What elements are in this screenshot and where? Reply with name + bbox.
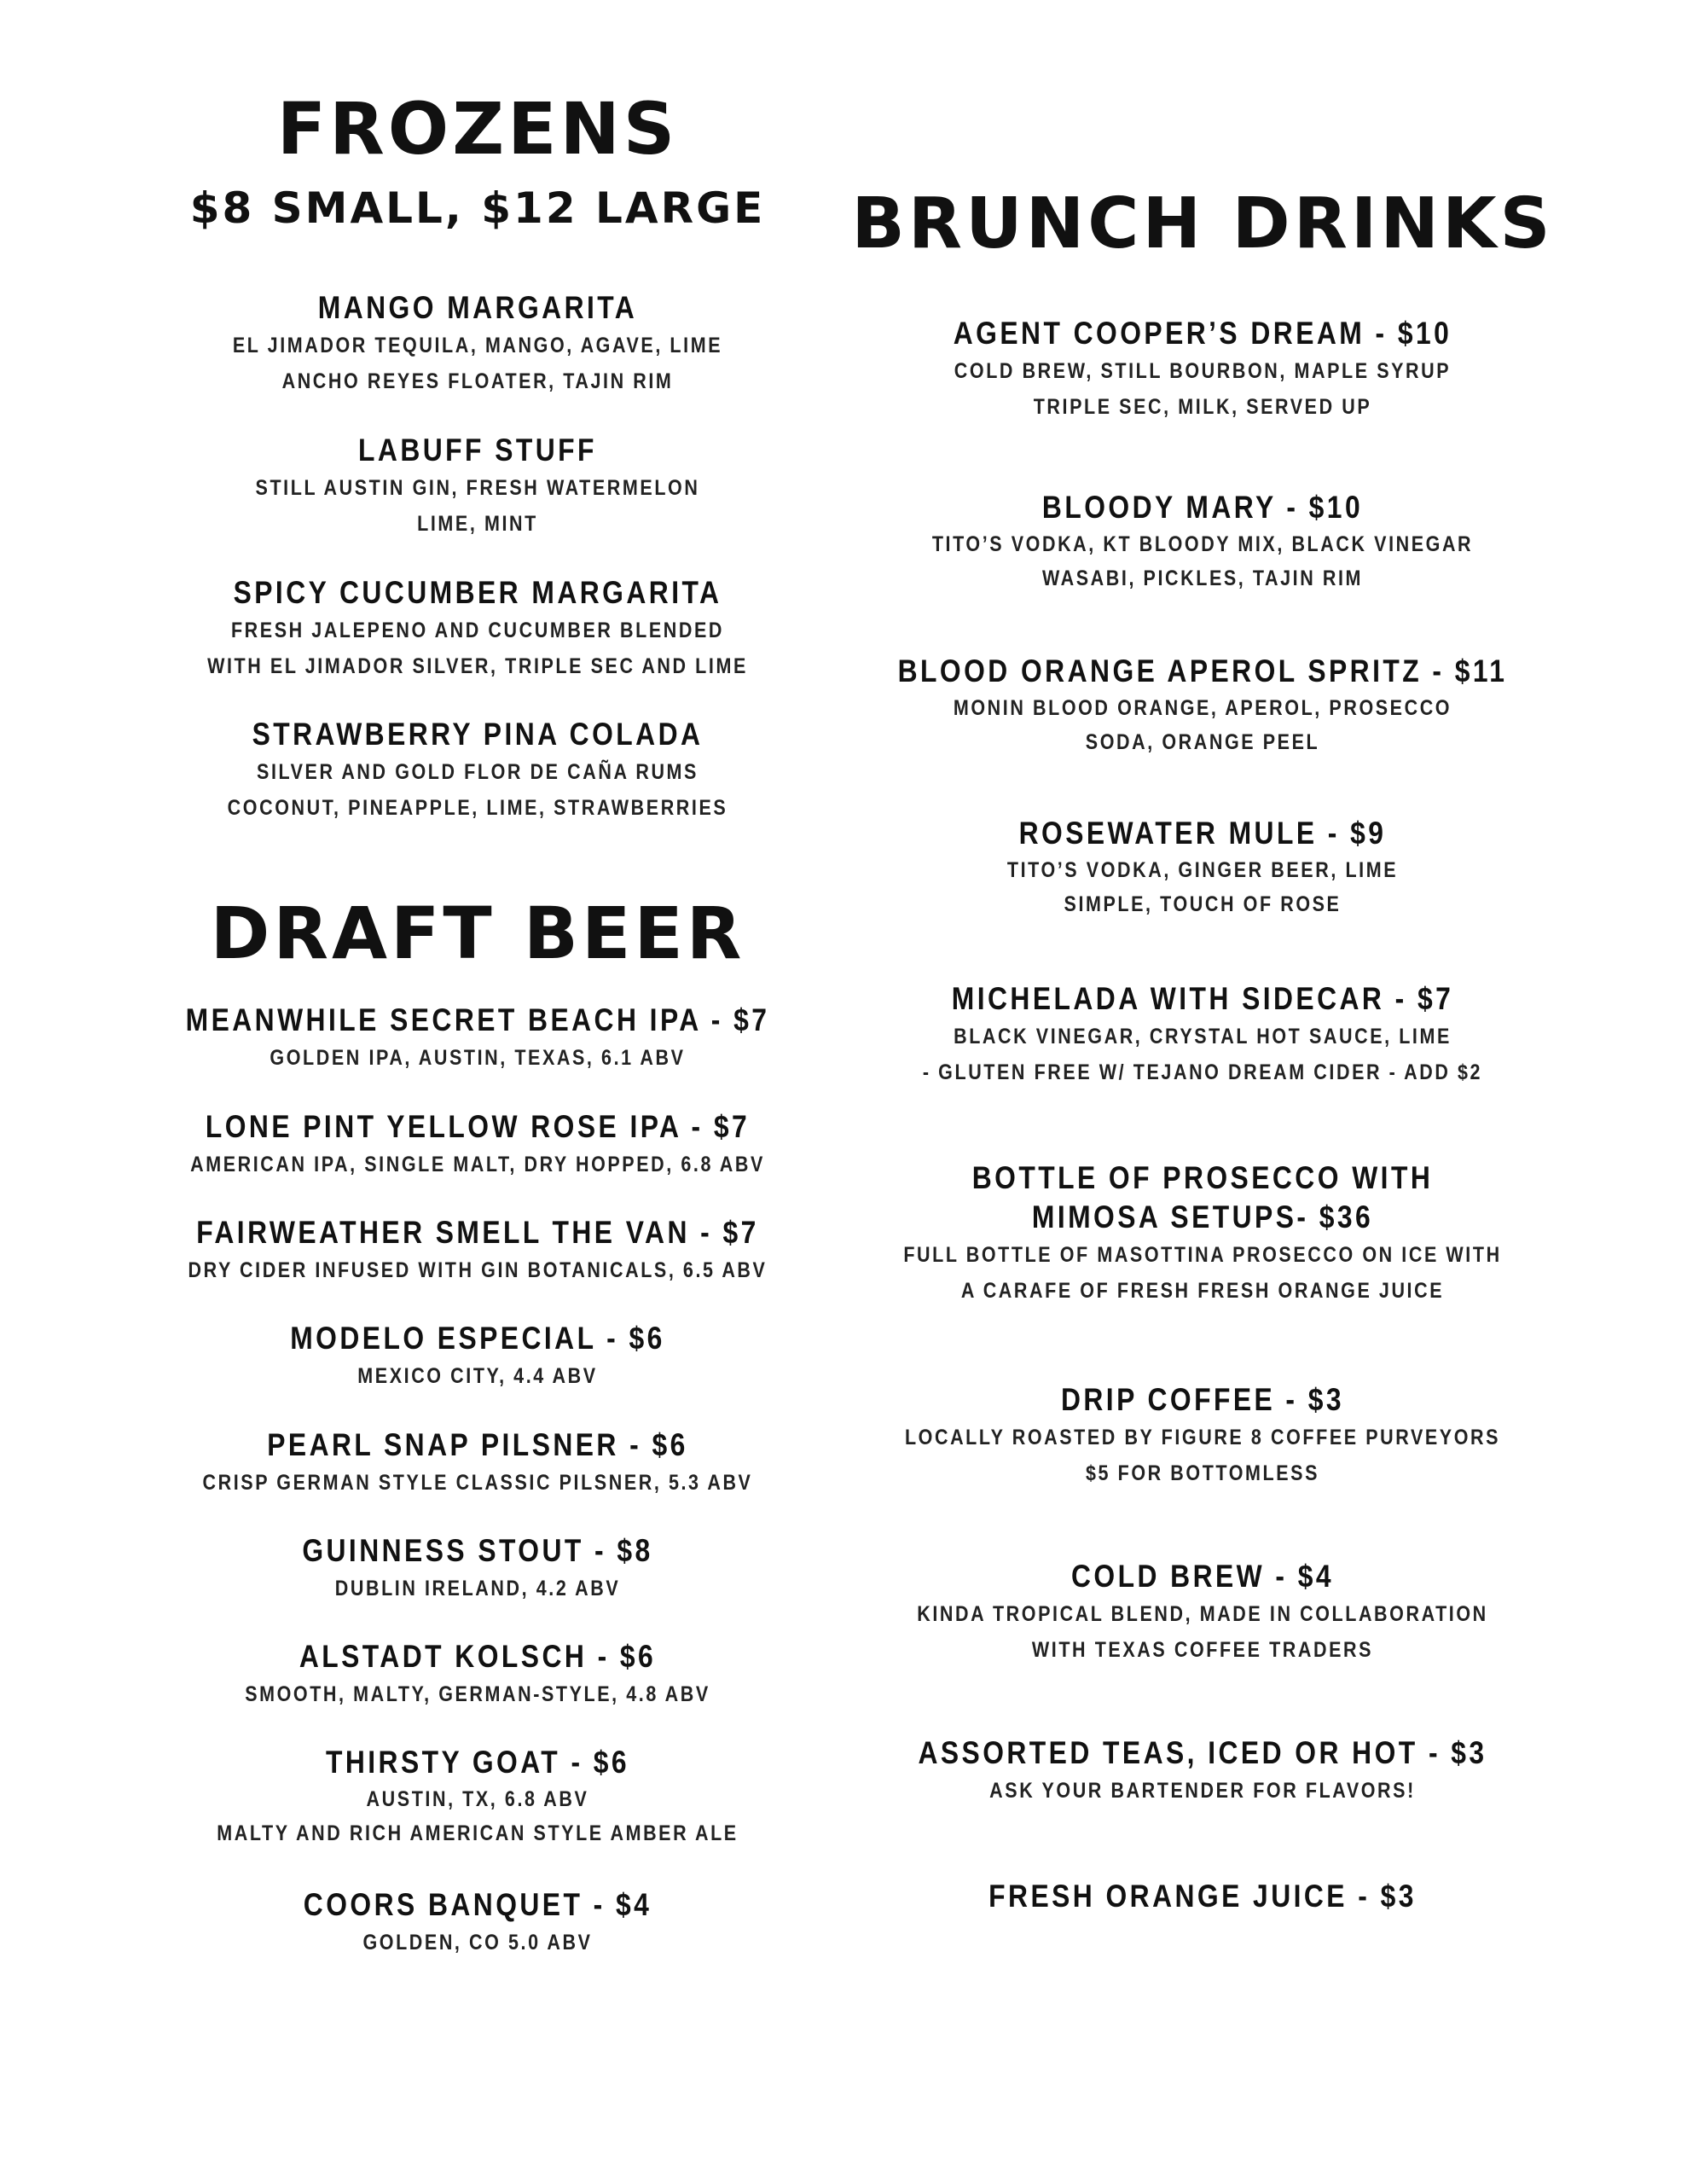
item-name: AGENT COOPER’S DREAM - $10 — [953, 316, 1452, 351]
item-desc: - GLUTEN FREE W/ TEJANO DREAM CIDER - ADD $2 — [922, 1060, 1483, 1084]
item-desc: TITO’S VODKA, GINGER BEER, LIME — [1006, 858, 1399, 882]
brunch-item-aperol-spritz — [840, 652, 1565, 759]
item-desc: BLACK VINEGAR, CRYSTAL HOT SAUCE, LIME — [954, 1025, 1452, 1048]
item-name: COLD BREW - $4 — [1070, 1559, 1335, 1594]
frozens-item-spicy-cucumber-margarita — [119, 573, 836, 684]
item-desc: $5 FOR BOTTOMLESS — [1085, 1461, 1320, 1485]
brunch-item-assorted-teas — [840, 1734, 1565, 1809]
item-name: MICHELADA WITH SIDECAR - $7 — [951, 981, 1454, 1016]
item-name: DRIP COFFEE - $3 — [1060, 1382, 1345, 1417]
item-desc: DUBLIN IRELAND, 4.2 ABV — [334, 1577, 621, 1600]
item-desc: SILVER AND GOLD FLOR DE CAÑA RUMS — [257, 760, 699, 784]
brunch-item-drip-coffee — [840, 1380, 1565, 1491]
item-desc: WITH EL JIMADOR SILVER, TRIPLE SEC AND LIME — [207, 654, 748, 678]
item-name: COORS BANQUET - $4 — [303, 1887, 652, 1922]
item-name: LABUFF STUFF — [358, 433, 597, 468]
item-name: ASSORTED TEAS, ICED OR HOT - $3 — [918, 1735, 1487, 1770]
frozens-pricing: $8 SMALL, $12 LARGE — [189, 183, 766, 233]
beer-item-yellow-rose-ipa — [119, 1107, 836, 1182]
item-desc: DRY CIDER INFUSED WITH GIN BOTANICALS, 6.5 ABV — [188, 1258, 768, 1282]
item-desc: TITO’S VODKA, KT BLOODY MIX, BLACK VINEGAR — [931, 532, 1474, 556]
brunch-item-prosecco-bottle — [840, 1159, 1565, 1309]
beer-item-alstadt-kolsch — [119, 1637, 836, 1712]
item-desc: TRIPLE SEC, MILK, SERVED UP — [1033, 395, 1372, 419]
beer-item-guinness-stout — [119, 1531, 836, 1606]
item-name: MANGO MARGARITA — [317, 290, 638, 325]
draft-beer-heading: DRAFT BEER — [210, 892, 745, 975]
item-desc: WASABI, PICKLES, TAJIN RIM — [1041, 566, 1364, 590]
beer-item-secret-beach-ipa — [119, 1001, 836, 1076]
item-name: THIRSTY GOAT - $6 — [325, 1745, 630, 1780]
frozens-item-strawberry-pina-colada — [119, 715, 836, 826]
item-desc: LIME, MINT — [417, 512, 538, 536]
item-name: FRESH ORANGE JUICE - $3 — [988, 1879, 1417, 1914]
item-name: BLOODY MARY - $10 — [1041, 490, 1364, 525]
item-name: FAIRWEATHER SMELL THE VAN - $7 — [196, 1215, 759, 1250]
item-desc: GOLDEN IPA, AUSTIN, TEXAS, 6.1 ABV — [270, 1046, 686, 1070]
item-desc: MALTY AND RICH AMERICAN STYLE AMBER ALE — [217, 1821, 739, 1845]
brunch-item-michelada — [840, 979, 1565, 1090]
item-name: BLOOD ORANGE APEROL SPRITZ - $11 — [897, 653, 1508, 688]
beer-item-modelo-especial — [119, 1319, 836, 1394]
item-desc: FRESH JALEPENO AND CUCUMBER BLENDED — [230, 619, 725, 642]
item-name: STRAWBERRY PINA COLADA — [252, 717, 704, 752]
item-desc: COLD BREW, STILL BOURBON, MAPLE SYRUP — [954, 359, 1452, 383]
item-name: PEARL SNAP PILSNER - $6 — [267, 1427, 688, 1462]
brunch-item-cold-brew — [840, 1557, 1565, 1668]
item-desc: SMOOTH, MALTY, GERMAN-STYLE, 4.8 ABV — [245, 1682, 710, 1706]
item-desc: COCONUT, PINEAPPLE, LIME, STRAWBERRIES — [227, 796, 728, 820]
brunch-item-agent-coopers-dream — [840, 314, 1565, 425]
frozens-item-mango-margarita — [119, 288, 836, 399]
item-desc: FULL BOTTLE OF MASOTTINA PROSECCO ON ICE WITH — [903, 1243, 1502, 1267]
item-desc: ANCHO REYES FLOATER, TAJIN RIM — [281, 369, 674, 393]
item-name: MODELO ESPECIAL - $6 — [290, 1321, 665, 1356]
item-name: LONE PINT YELLOW ROSE IPA - $7 — [205, 1109, 751, 1144]
beer-item-smell-the-van — [119, 1213, 836, 1288]
item-desc: SIMPLE, TOUCH OF ROSE — [1064, 892, 1342, 916]
item-name: ALSTADT KOLSCH - $6 — [299, 1639, 657, 1674]
item-name: BOTTLE OF PROSECCO WITH — [971, 1160, 1434, 1195]
frozens-item-labuff-stuff — [119, 431, 836, 542]
item-desc: SODA, ORANGE PEEL — [1085, 730, 1320, 754]
item-desc: EL JIMADOR TEQUILA, MANGO, AGAVE, LIME — [232, 334, 723, 357]
brunch-item-bloody-mary — [840, 488, 1565, 595]
item-desc: CRISP GERMAN STYLE CLASSIC PILSNER, 5.3 ABV — [202, 1471, 753, 1495]
item-desc: ASK YOUR BARTENDER FOR FLAVORS! — [989, 1779, 1416, 1803]
frozens-heading: FROZENS — [276, 87, 679, 171]
item-name: ROSEWATER MULE - $9 — [1018, 816, 1387, 851]
item-desc: STILL AUSTIN GIN, FRESH WATERMELON — [255, 476, 700, 500]
item-desc: LOCALLY ROASTED BY FIGURE 8 COFFEE PURVEYORS — [904, 1426, 1501, 1449]
item-desc: GOLDEN, CO 5.0 ABV — [362, 1931, 593, 1955]
beer-item-coors-banquet — [119, 1885, 836, 1960]
item-desc: A CARAFE OF FRESH FRESH ORANGE JUICE — [960, 1279, 1445, 1303]
brunch-item-orange-juice — [840, 1877, 1565, 1916]
item-desc: AUSTIN, TX, 6.8 ABV — [366, 1787, 589, 1811]
item-name: GUINNESS STOUT - $8 — [302, 1533, 653, 1568]
brunch-drinks-heading: BRUNCH DRINKS — [851, 183, 1554, 264]
item-name: MIMOSA SETUPS- $36 — [1031, 1199, 1374, 1234]
item-name: MEANWHILE SECRET BEACH IPA - $7 — [185, 1002, 770, 1037]
beer-item-thirsty-goat — [119, 1743, 836, 1850]
item-desc: AMERICAN IPA, SINGLE MALT, DRY HOPPED, 6.8 ABV — [190, 1153, 765, 1176]
beer-item-pearl-snap-pilsner — [119, 1426, 836, 1501]
item-name: SPICY CUCUMBER MARGARITA — [233, 575, 722, 610]
brunch-item-rosewater-mule — [840, 814, 1565, 921]
item-desc: MONIN BLOOD ORANGE, APEROL, PROSECCO — [953, 696, 1452, 720]
item-desc: WITH TEXAS COFFEE TRADERS — [1031, 1638, 1374, 1662]
item-desc: MEXICO CITY, 4.4 ABV — [357, 1364, 598, 1388]
item-desc: KINDA TROPICAL BLEND, MADE IN COLLABORATION — [917, 1602, 1488, 1626]
